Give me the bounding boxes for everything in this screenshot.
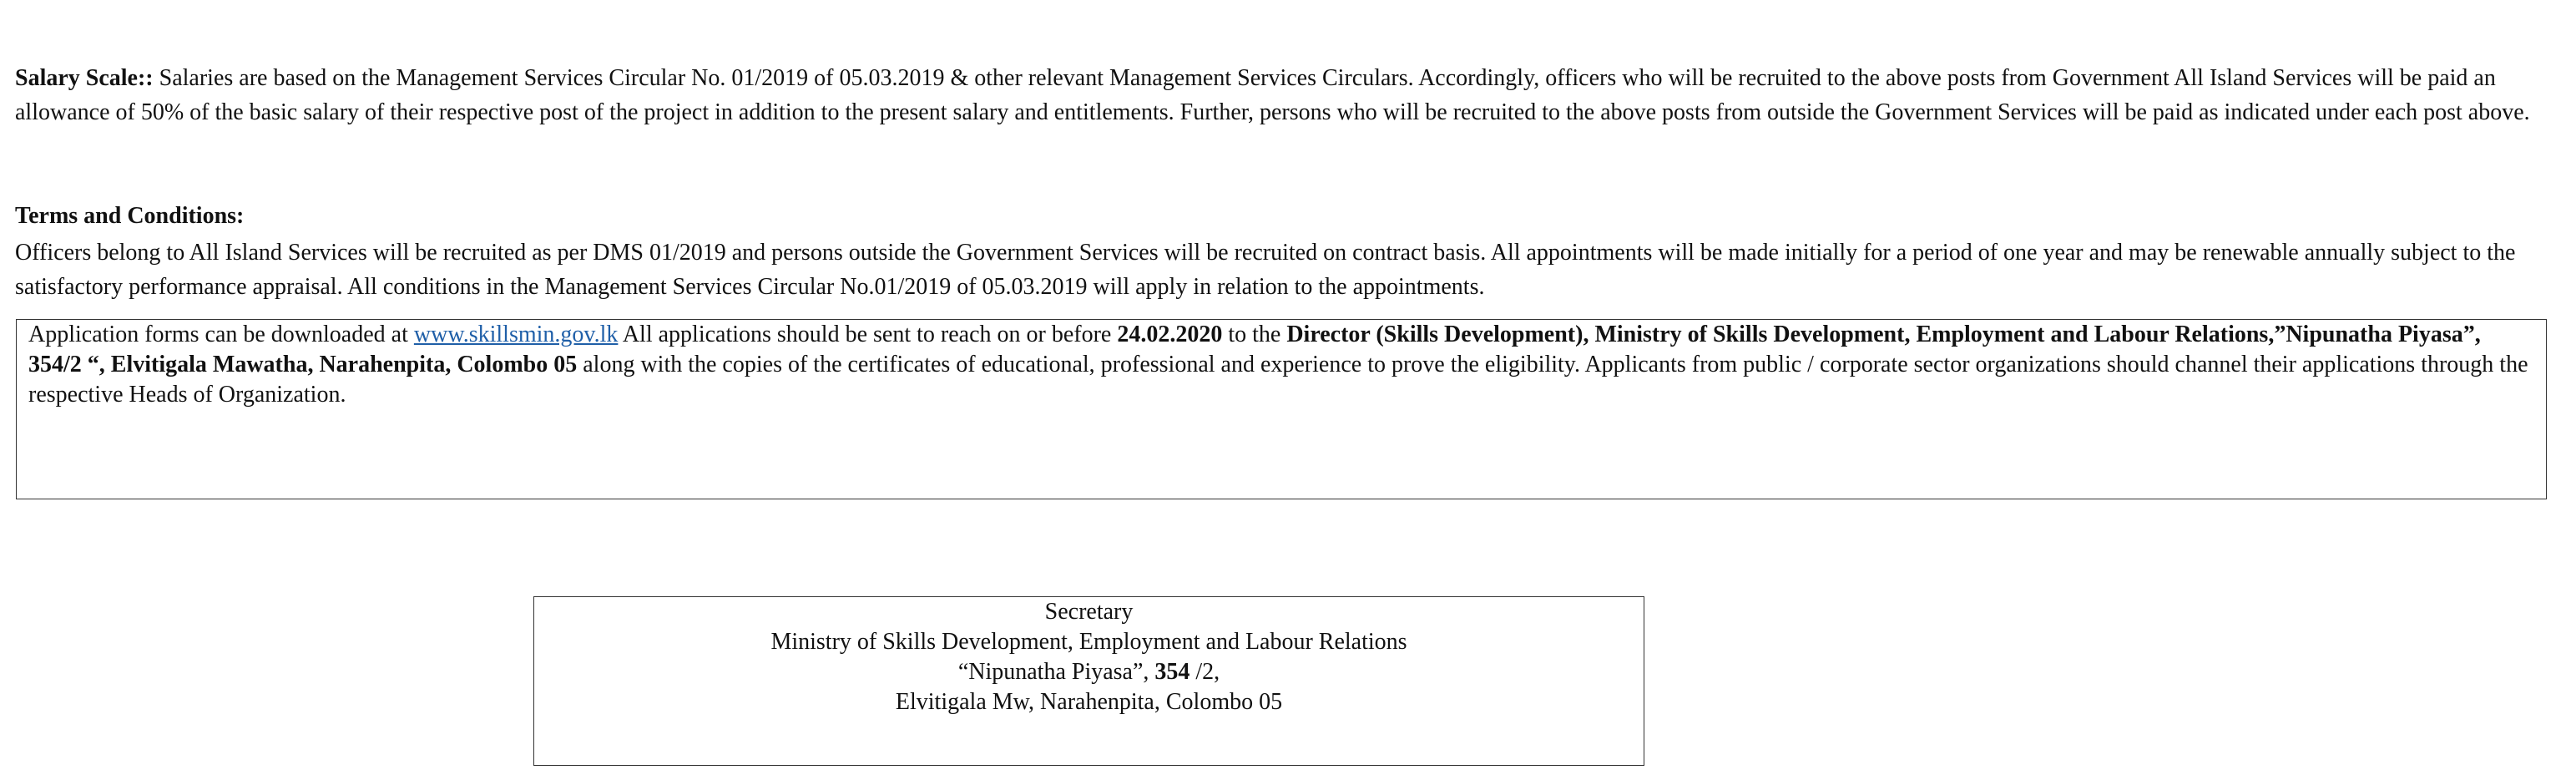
secretary-building (534, 657, 1644, 687)
application-rest: along with the copies of the certificates of educational, professional and experience to prove the eligibility. Applicants from public / corporate sector organizations should channel their applications through the respective Heads of Organization. (28, 352, 2528, 408)
application-intro: Application forms can be downloaded at (28, 322, 414, 347)
application-instructions-box (16, 319, 2547, 499)
secretary-street: Elvitigala Mw, Narahenpita, Colombo 05 (895, 689, 1283, 715)
salary-scale-paragraph (15, 61, 2576, 129)
salary-scale-text: Salaries are based on the Management Services Circular No. 01/2019 of 05.03.2019 & other relevant Management Services Circulars. Accordingly, officers who will be recruited to the above posts from Government All Island Services will be paid an allowance of 50% of the basic salary of their respective post of the project in addition to the present salary and entitlements. Further, persons who will be recruited to the above posts from outside the Government Services will be paid as indicated under each post above. (15, 65, 2530, 125)
secretary-building-number: 354 (1154, 659, 1190, 685)
terms-heading (15, 199, 2576, 233)
application-to-the: to the (1222, 322, 1287, 347)
salary-scale-label: Salary Scale:: (15, 65, 154, 91)
application-mid: All applications should be sent to reach on or before (618, 322, 1118, 347)
secretary-ministry: Ministry of Skills Development, Employment and Labour Relations (770, 629, 1407, 655)
application-address: Director (Skills Development), Ministry of Skills Development, Employment and Labour Relations,”Nipunatha Piyasa”, 354/2 “, Elvitigala Mawatha, Narahenpita, Colombo 05 (28, 322, 2481, 377)
terms-heading-text: Terms and Conditions: (15, 203, 245, 229)
skillsmin-website-link[interactable]: www.skillsmin.gov.lk (413, 322, 619, 347)
secretary-building-number-rest: /2, (1190, 659, 1220, 685)
application-deadline: 24.02.2020 (1117, 322, 1223, 347)
terms-paragraph: Officers belong to All Island Services will be recruited as per DMS 01/2019 and persons outside the Government Services will be recruited on contract basis. All appointments will be made initially for a period of one year and may be renewable annually subject to the satisfactory performance appraisal. All conditions in the Management Services Circular No.01/2019 of 05.03.2019 will apply in relation to the appointments. (15, 240, 2516, 300)
secretary-building-name: “Nipunatha Piyasa”, (957, 659, 1155, 685)
secretary-title: Secretary (1044, 599, 1134, 625)
secretary-address-box (533, 596, 1644, 766)
